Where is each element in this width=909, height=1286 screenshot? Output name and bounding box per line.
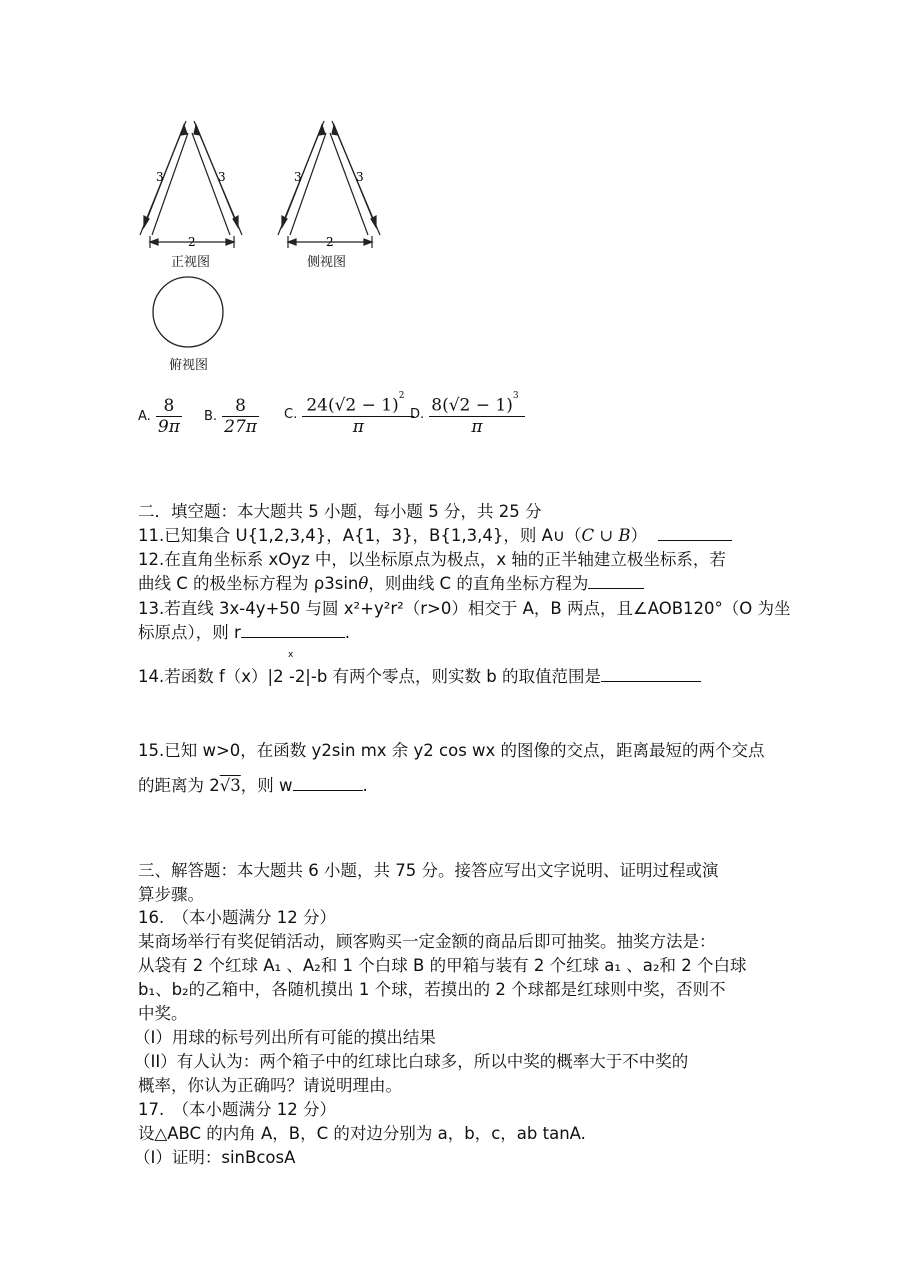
q14-answer-blank (601, 667, 701, 682)
choice-d (410, 392, 525, 437)
top-view-figure (150, 274, 228, 352)
side-left-edge-label: 3 (294, 170, 302, 184)
side-view-figure (270, 115, 388, 250)
question-13-line1: 13.若直线 3x-4y+50 与圆 x²+y²r²（r>0）相交于 A，B 两点，且∠AOB120°（O 为坐 (138, 599, 791, 618)
choice-b-fraction (222, 396, 259, 437)
choice-c (284, 392, 414, 437)
top-view-label: 俯视图 (169, 358, 209, 373)
question-16-part2-line2: 概率，你认为正确吗？请说明理由。 (138, 1076, 402, 1095)
choice-a-fraction (156, 396, 182, 437)
q11-answer-blank (658, 526, 732, 541)
question-12-line2: 曲线 C 的极坐标方程为 ρ3sinθ，则曲线 C 的直角坐标方程为 (138, 573, 644, 595)
question-12-line1: 12.在直角坐标系 xOyz 中，以坐标原点为极点，x 轴的正半轴建立极坐标系，若 (138, 550, 726, 569)
choice-a-denominator: 9π (157, 417, 180, 437)
choice-d-label: D. (410, 406, 425, 422)
question-16-part2-line1: （II）有人认为：两个箱子中的红球比白球多，所以中奖的概率大于不中奖的 (134, 1052, 689, 1071)
side-right-edge-label: 3 (356, 170, 364, 184)
side-base-label: 2 (326, 235, 334, 249)
choice-d-numerator: $8(√2 - 1)^3$ (429, 392, 524, 417)
choice-b-label: B. (204, 409, 218, 424)
question-17-part1: （I）证明：sinBcosA (134, 1148, 296, 1167)
choice-c-label: C. (284, 406, 298, 422)
question-16-part1: （I）用球的标号列出所有可能的摸出结果 (134, 1028, 436, 1047)
q15-sqrt: √3 (219, 776, 241, 795)
choice-d-fraction (429, 392, 524, 437)
choice-c-exponent: 2 (398, 391, 405, 401)
question-13-line2: 标原点），则 r . (138, 623, 351, 642)
question-11: 11.已知集合 U{1,2,3,4}，A{1，3}，B{1,3,4}，则 A∪（C ∪ B） (138, 525, 732, 547)
section3-heading-line1: 三、解答题：本大题共 6 小题，共 75 分。接答应写出文字说明、证明过程或演 (138, 861, 719, 880)
choice-b (204, 396, 259, 437)
choice-c-numerator: $24(√2 - 1)^2$ (302, 392, 414, 417)
choice-d-denominator: π (471, 416, 483, 437)
choice-a-numerator: 8 (156, 396, 182, 417)
q13-answer-blank (241, 623, 345, 638)
question-17-line1: 设△ABC 的内角 A，B，C 的对边分别为 a，b，c，ab tanA. (138, 1124, 586, 1143)
question-16-line2: 从袋有 2 个红球 A₁ 、A₂和 1 个白球 B 的甲箱与装有 2 个红球 a₁ 、a₂和 2 个白球 (138, 956, 747, 975)
section2-heading: 二．填空题：本大题共 5 小题，每小题 5 分，共 25 分 (138, 502, 542, 521)
q11-expression: C ∪ B (581, 526, 631, 545)
choice-b-numerator: 8 (222, 396, 259, 417)
front-base-label: 2 (188, 235, 196, 249)
q12-theta: θ (358, 574, 369, 593)
q14-exponent: x (288, 650, 294, 660)
question-16-title: 16. （本小题满分 12 分） (138, 908, 336, 927)
front-right-edge-label: 3 (218, 170, 226, 184)
choice-b-denominator: 27π (224, 417, 257, 437)
question-16-line1: 某商场举行有奖促销活动，顾客购买一定金额的商品后即可抽奖。抽奖方法是： (138, 932, 716, 951)
section3-heading-line2: 算步骤。 (138, 885, 204, 904)
choice-c-fraction (302, 392, 414, 437)
choice-a-label: A. (138, 409, 151, 424)
choice-a (138, 396, 182, 437)
choice-c-denominator: π (352, 416, 364, 437)
front-left-edge-label: 3 (156, 170, 164, 184)
question-16-line4: 中奖。 (138, 1004, 188, 1023)
question-14: 14.若函数 f（x）|2 -2|-b 有两个零点，则实数 b 的取值范围是 (138, 666, 701, 688)
question-17-title: 17. （本小题满分 12 分） (138, 1100, 336, 1119)
front-view-figure (132, 115, 250, 250)
q15-answer-blank (293, 776, 363, 791)
choice-d-exponent: 3 (512, 391, 519, 401)
side-view-label: 侧视图 (307, 255, 347, 270)
question-15-line1: 15.已知 w>0，在函数 y2sin mx 余 y2 cos wx 的图像的交点，距离最短的两个交点 (138, 741, 765, 760)
question-16-line3: b₁、b₂的乙箱中，各随机摸出 1 个球，若摸出的 2 个球都是红球则中奖，否则不 (138, 980, 726, 999)
question-15-line2: 的距离为 2√3，则 w . (138, 776, 368, 795)
front-view-label: 正视图 (171, 255, 211, 270)
q12-answer-blank (588, 574, 644, 589)
